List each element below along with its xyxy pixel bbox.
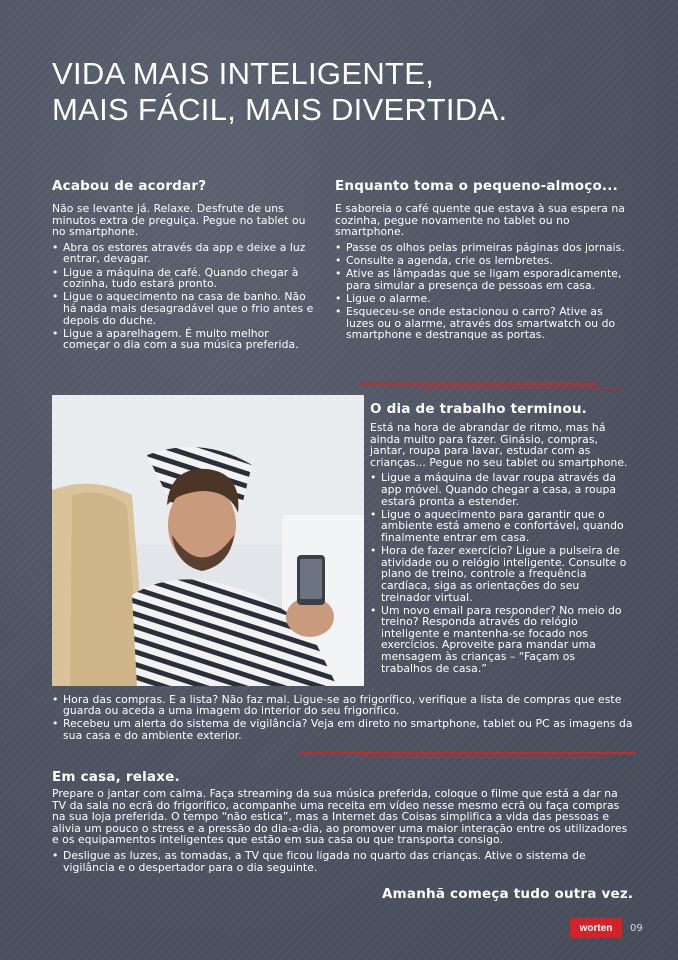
bullet-list xyxy=(335,242,625,341)
section-acabou-de-acordar xyxy=(52,178,314,351)
page-title xyxy=(52,56,612,128)
bullet-list xyxy=(52,850,632,873)
list-item: • Consulte a agenda, crie os lembretes. xyxy=(335,255,625,267)
worten-logo xyxy=(570,918,622,938)
section-body: Prepare o jantar com calma. Faça streaming da sua música preferida, coloque o filme que está a dar na TV da sala no ecrã do frigorífico, acompanhe uma receita em vídeo nesse mesmo ecrã ou faça compras na sua loja preferida. O tempo “não estica”, mas a Internet das Coisas simplifica a vida das pessoas e alivia um pouco o stress e a pressão do dia-a-dia, ao promover uma maior interação entre os utilizadores e os equipamentos inteligentes que estão em sua casa ou que transporta consigo. xyxy=(52,787,628,847)
closing-line xyxy=(382,886,633,902)
list-item: • Ligue o alarme. xyxy=(335,293,625,305)
section-intro: E saboreia o café quente que estava à sua espera na cozinha, pegue novamente no tablet ou no smartphone. xyxy=(335,202,625,239)
list-item: • Hora das compras. E a lista? Não faz mal. Ligue-se ao frigorífico, verifique a lista de compras que este guarda ou aceda a uma imagem do interior do seu frigorífico. xyxy=(52,694,642,717)
list-item: • Recebeu um alerta do sistema de vigilância? Veja em direto no smartphone, tablet ou PC as imagens da sua casa e do ambiente exterior. xyxy=(52,718,642,741)
accent-line xyxy=(420,388,620,389)
wide-bullet-list xyxy=(52,692,642,742)
list-item: • Esqueceu-se onde estacionou o carro? Ative as luzes ou o alarme, através dos smartwatch ou do smartphone e destranque as portas. xyxy=(335,306,625,341)
closing-heading: Amanhã começa tudo outra vez. xyxy=(382,886,634,902)
list-item: • Passe os olhos pelas primeiras páginas dos jornais. xyxy=(335,242,625,254)
section-intro: Não se levante já. Relaxe. Desfrute de uns minutos extra de preguiça. Pegue no tablet ou no smartphone. xyxy=(52,202,306,239)
list-item: • Ligue a aparelhagem. É muito melhor começar o dia com a sua música preferida. xyxy=(52,328,314,351)
accent-line xyxy=(360,757,610,758)
photo-illustration xyxy=(52,395,364,686)
page-title-line-2: MAIS FÁCIL, MAIS DIVERTIDA. xyxy=(52,92,508,127)
list-item: • Ligue o aquecimento na casa de banho. Não há nada mais desagradável que o frio antes e depois do duche. xyxy=(52,291,314,326)
list-item: • Desligue as luzes, as tomadas, a TV que ficou ligada no quarto das crianças. Ative o sistema de vigilância e o despertador para o dia seguinte. xyxy=(52,850,632,873)
bullet-list xyxy=(370,472,628,674)
list-item: • Ligue a máquina de lavar roupa através da app móvel. Quando chegar a casa, a roupa estará pronta a estender. xyxy=(370,472,628,507)
section-heading: Em casa, relaxe. xyxy=(52,769,180,785)
page-number: 09 xyxy=(630,923,643,934)
photo-man-with-smartphone xyxy=(52,395,364,686)
section-heading: Enquanto toma o pequeno-almoço... xyxy=(335,178,618,194)
list-item: • Abra os estores através da app e deixe a luz entrar, devagar. xyxy=(52,242,314,265)
section-em-casa xyxy=(52,769,632,873)
list-item: • Ative as lâmpadas que se ligam esporadicamente, para simular a presença de pessoas em casa. xyxy=(335,268,625,291)
brand-name: worten xyxy=(579,922,613,934)
page-title-line-1: VIDA MAIS INTELIGENTE, xyxy=(52,56,435,91)
section-pequeno-almoco xyxy=(335,178,625,341)
list-item: • Hora de fazer exercício? Ligue a pulseira de atividade ou o relógio inteligente. Consulte o plano de treino, controle a frequência cardíaca, siga as orientações do seu treinador virtual. xyxy=(370,545,628,603)
section-dia-de-trabalho xyxy=(370,401,628,674)
list-item: • Um novo email para responder? No meio do treino? Responda através do relógio inteligente e mantenha-se focado nos exercícios. Aproveite para mandar uma mensagem às crianças – “Façam os trabalhos de casa.” xyxy=(370,605,628,675)
section-intro: Está na hora de abrandar de ritmo, mas há ainda muito para fazer. Ginásio, compras, jantar, roupa para lavar, estudar com as crianças... Pegue no seu tablet ou smartphone. xyxy=(370,421,628,469)
accent-line xyxy=(360,383,598,385)
section-heading: Acabou de acordar? xyxy=(52,178,207,194)
accent-line xyxy=(300,752,636,754)
section-heading: O dia de trabalho terminou. xyxy=(370,401,587,417)
list-item: • Ligue o aquecimento para garantir que o ambiente está ameno e confortável, quando finalmente entrar em casa. xyxy=(370,509,628,544)
bullet-list xyxy=(52,242,314,351)
list-item: • Ligue a máquina de café. Quando chegar à cozinha, tudo estará pronto. xyxy=(52,267,314,290)
